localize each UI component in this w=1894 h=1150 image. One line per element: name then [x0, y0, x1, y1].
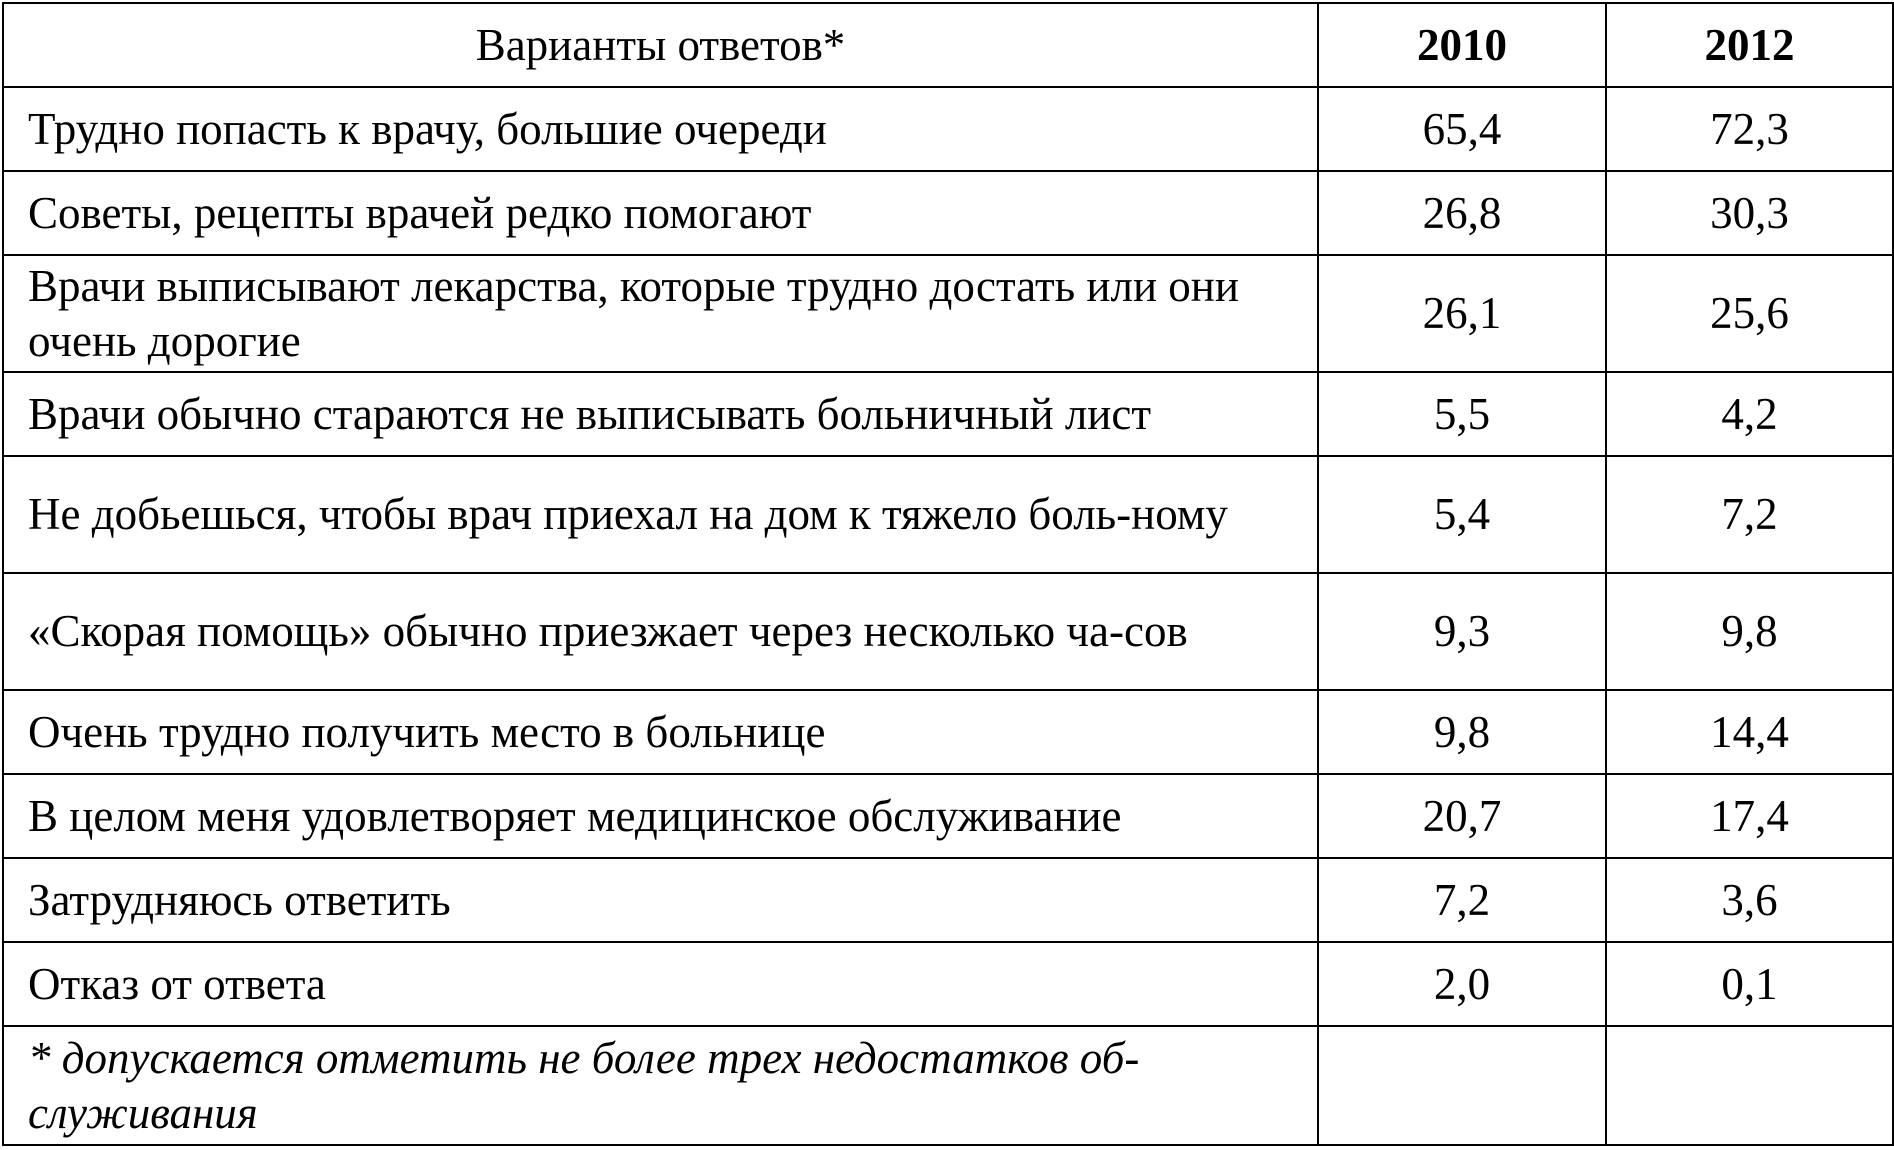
footnote-text: * допускается отметить не более трех недостатков об-служивания [3, 1026, 1318, 1145]
value-2010: 7,2 [1318, 858, 1606, 942]
value-2012: 25,6 [1606, 255, 1893, 372]
header-year-2012: 2012 [1606, 3, 1893, 87]
row-label: Врачи обычно стараются не выписывать больничный лист [3, 372, 1318, 456]
table-row [3, 858, 1893, 942]
value-2010: 20,7 [1318, 774, 1606, 858]
row-label: Трудно попасть к врачу, большие очереди [3, 87, 1318, 171]
value-2010: 5,5 [1318, 372, 1606, 456]
row-label: Отказ от ответа [3, 942, 1318, 1026]
table-row [3, 87, 1893, 171]
value-2010: 9,8 [1318, 690, 1606, 774]
value-2012: 17,4 [1606, 774, 1893, 858]
header-year-2010: 2010 [1318, 3, 1606, 87]
row-label: «Скорая помощь» обычно приезжает через несколько ча-сов [3, 573, 1318, 690]
footnote-row [3, 1026, 1893, 1145]
value-2010: 9,3 [1318, 573, 1606, 690]
empty-cell-2010 [1318, 1026, 1606, 1145]
value-2010: 65,4 [1318, 87, 1606, 171]
value-2010: 26,8 [1318, 171, 1606, 255]
row-label: Врачи выписывают лекарства, которые трудно достать или они очень дорогие [3, 255, 1318, 372]
row-label: Очень трудно получить место в больнице [3, 690, 1318, 774]
value-2012: 7,2 [1606, 456, 1893, 573]
value-2010: 26,1 [1318, 255, 1606, 372]
table-row [3, 573, 1893, 690]
empty-cell-2012 [1606, 1026, 1893, 1145]
value-2012: 4,2 [1606, 372, 1893, 456]
value-2012: 30,3 [1606, 171, 1893, 255]
survey-table [2, 2, 1894, 1146]
table-header-row [3, 3, 1893, 87]
value-2012: 14,4 [1606, 690, 1893, 774]
value-2012: 9,8 [1606, 573, 1893, 690]
value-2010: 2,0 [1318, 942, 1606, 1026]
value-2012: 3,6 [1606, 858, 1893, 942]
row-label: Советы, рецепты врачей редко помогают [3, 171, 1318, 255]
table-row [3, 774, 1893, 858]
table-row [3, 456, 1893, 573]
table-row [3, 255, 1893, 372]
value-2012: 72,3 [1606, 87, 1893, 171]
table-row [3, 690, 1893, 774]
header-answer-options: Варианты ответов* [3, 3, 1318, 87]
row-label: Не добьешься, чтобы врач приехал на дом к тяжело боль-ному [3, 456, 1318, 573]
row-label: Затрудняюсь ответить [3, 858, 1318, 942]
value-2010: 5,4 [1318, 456, 1606, 573]
table-row [3, 942, 1893, 1026]
table-row [3, 171, 1893, 255]
row-label: В целом меня удовлетворяет медицинское обслуживание [3, 774, 1318, 858]
value-2012: 0,1 [1606, 942, 1893, 1026]
table-row [3, 372, 1893, 456]
